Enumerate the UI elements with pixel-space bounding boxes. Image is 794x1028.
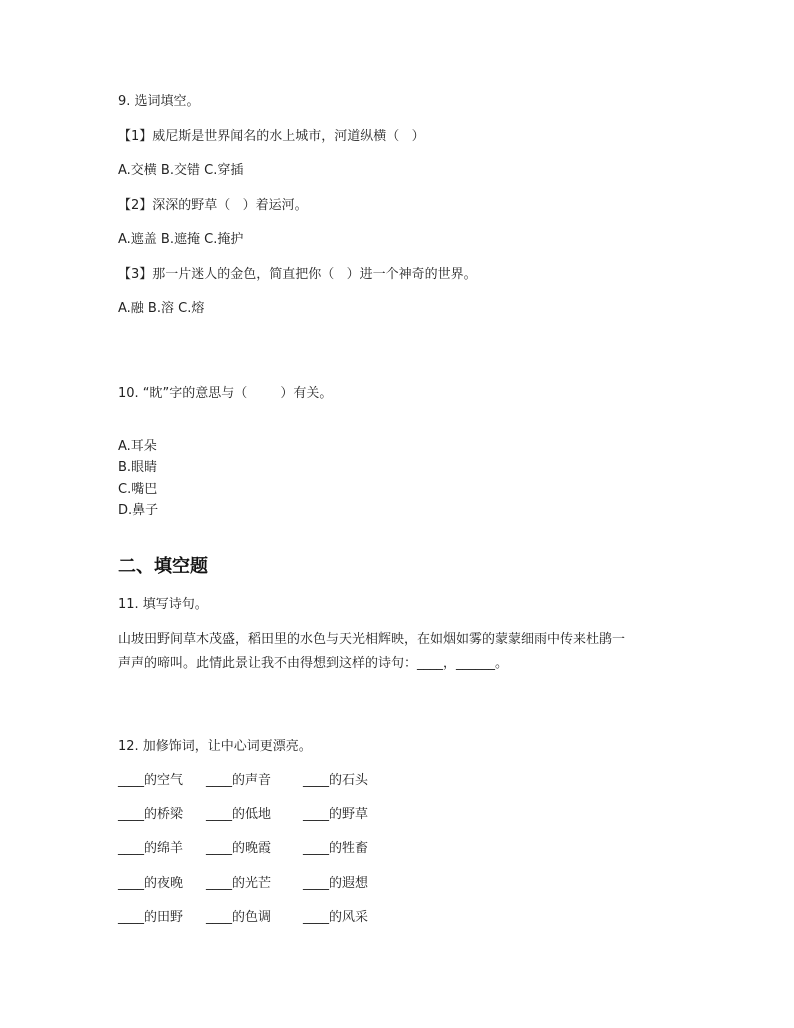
fill-blank-item: ____的风采 xyxy=(303,910,369,925)
question-12-row xyxy=(118,841,418,859)
question-9-1-options: A.交横 B.交错 C.穿插 xyxy=(118,163,244,178)
question-10-option-d: D.鼻子 xyxy=(118,503,159,518)
fill-blank-item: ____的牲畜 xyxy=(303,841,369,856)
question-9-title: 9. 选词填空。 xyxy=(118,94,200,109)
fill-blank-item: ____的声音 xyxy=(206,773,272,788)
question-10-option-b: B.眼睛 xyxy=(118,460,158,475)
fill-blank-item: ____的桥梁 xyxy=(118,807,184,822)
question-10-title: 10. “眈”字的意思与（ ）有关。 xyxy=(118,386,333,401)
fill-blank-item: ____的光芒 xyxy=(206,876,272,891)
fill-blank-item: ____的石头 xyxy=(303,773,369,788)
question-11-passage-line-1: 山坡田野间草木茂盛，稻田里的水色与天光相辉映，在如烟如雾的蒙蒙细雨中传来杜鹃一 xyxy=(118,632,626,647)
question-11-passage-line-2: 声声的啼叫。此情此景让我不由得想到这样的诗句：____，______。 xyxy=(118,656,509,671)
question-11-title: 11. 填写诗句。 xyxy=(118,597,208,612)
question-9-3-options: A.融 B.溶 C.熔 xyxy=(118,301,205,316)
fill-blank-item: ____的野草 xyxy=(303,807,369,822)
question-12-row xyxy=(118,807,418,825)
fill-blank-item: ____的田野 xyxy=(118,910,184,925)
question-9-2-options: A.遮盖 B.遮掩 C.掩护 xyxy=(118,232,244,247)
question-12-title: 12. 加修饰词，让中心词更漂亮。 xyxy=(118,739,312,754)
section-2-heading: 二、填空题 xyxy=(118,556,208,577)
fill-blank-item: ____的低地 xyxy=(206,807,272,822)
question-9-3-stem: 【3】那一片迷人的金色，简直把你（ ）进一个神奇的世界。 xyxy=(118,267,477,282)
question-12-row xyxy=(118,876,418,894)
question-10-option-a: A.耳朵 xyxy=(118,439,157,454)
fill-blank-item: ____的空气 xyxy=(118,773,184,788)
question-9-1-stem: 【1】威尼斯是世界闻名的水上城市，河道纵横（ ） xyxy=(118,129,425,144)
fill-blank-item: ____的遐想 xyxy=(303,876,369,891)
question-9-2-stem: 【2】深深的野草（ ）着运河。 xyxy=(118,198,308,213)
fill-blank-item: ____的色调 xyxy=(206,910,272,925)
question-12-row xyxy=(118,910,418,928)
question-10-option-c: C.嘴巴 xyxy=(118,482,158,497)
fill-blank-item: ____的绵羊 xyxy=(118,841,184,856)
fill-blank-item: ____的夜晚 xyxy=(118,876,184,891)
question-12-row xyxy=(118,773,418,791)
fill-blank-item: ____的晚霞 xyxy=(206,841,272,856)
